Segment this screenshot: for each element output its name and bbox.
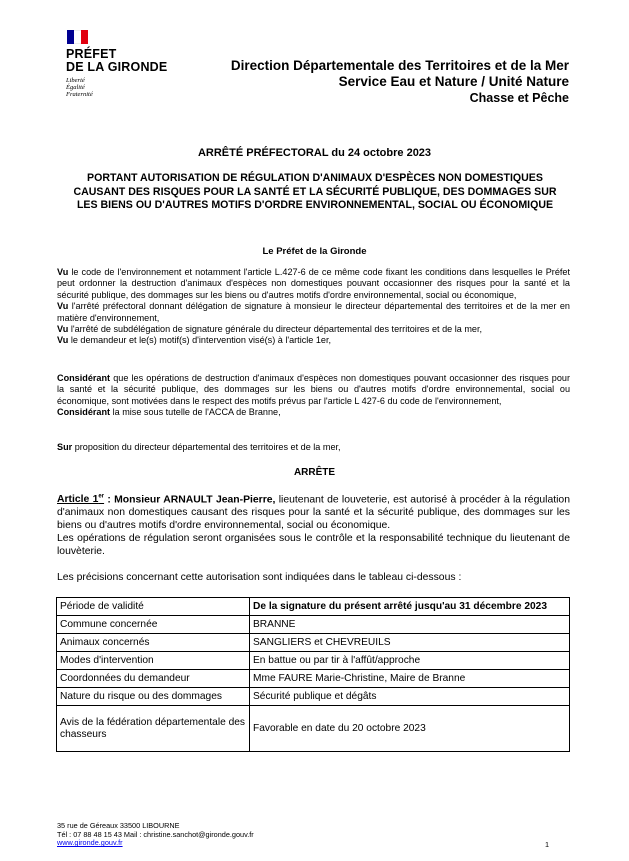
prefecture-logo bbox=[66, 30, 186, 98]
table-value: En battue ou par tir à l'affût/approche bbox=[250, 652, 570, 670]
document-title: ARRÊTÉ PRÉFECTORAL du 24 octobre 2023 bbox=[197, 147, 432, 159]
table-key: Modes d'intervention bbox=[57, 652, 250, 670]
article-1: Article 1er : Monsieur ARNAULT Jean-Pierre, lieutenant de louveterie, est autorisé à procéder à la régulation d'animaux non domestiques causant des risques pour la santé et la sécurité publique, des dommages sur les biens ou d'autres motifs d'ordre environnemental, social ou économique. Les opérations de régulation seront organisées sous le contrôle et la responsabilité technique du lieutenant de louvèterie. bbox=[57, 494, 570, 558]
sur-item: Sur proposition du directeur départemental des territoires et de la mer, bbox=[57, 442, 341, 452]
table-value: Mme FAURE Marie-Christine, Maire de Branne bbox=[250, 670, 570, 688]
table-key: Coordonnées du demandeur bbox=[57, 670, 250, 688]
vu-section bbox=[57, 267, 570, 347]
vu-item: Vu l'arrêté de subdélégation de signature générale du directeur départemental des territoires et de la mer, bbox=[57, 324, 483, 335]
article-label: Article 1er bbox=[57, 494, 105, 506]
page-number: 1 bbox=[545, 840, 550, 849]
table-row bbox=[57, 688, 570, 706]
table-value: BRANNE bbox=[250, 616, 570, 634]
table-value: Sécurité publique et dégâts bbox=[250, 688, 570, 706]
table-key: Commune concernée bbox=[57, 616, 250, 634]
sur-section bbox=[57, 442, 570, 453]
authorization-table bbox=[56, 597, 570, 752]
footer-address: 35 rue de Géreaux 33500 LIBOURNE bbox=[57, 821, 180, 830]
article-text-2: Les opérations de régulation seront organisées sous le contrôle et la responsabilité technique du lieutenant de louvèterie. bbox=[57, 533, 570, 558]
table-row bbox=[57, 616, 570, 634]
arrete-heading: ARRÊTE bbox=[293, 467, 336, 478]
vu-item: Vu le code de l'environnement et notamment l'article L.427-6 de ce même code fixant les conditions dans lesquelles le Préfet peut ordonner la destruction d'animaux d'espèces non domestiques pouvant occasionner des risques pour la santé et la sécurité publique, des dommages sur les biens ou d'autres motifs d'ordre environnemental, social ou économique, bbox=[57, 267, 570, 300]
table-key: Animaux concernés bbox=[57, 634, 250, 652]
footer bbox=[57, 822, 254, 848]
org-line-2: Service Eau et Nature / Unité Nature bbox=[338, 74, 569, 89]
motto-egalite: Égalité bbox=[66, 84, 85, 91]
footer-website-link[interactable]: www.gironde.gouv.fr bbox=[57, 838, 123, 848]
article-person: Monsieur ARNAULT Jean-Pierre, bbox=[114, 494, 276, 506]
footer-phone: Tél : 07 88 48 15 43 Mail : christine.sanchot@gironde.gouv.fr bbox=[57, 829, 254, 839]
table-value: De la signature du présent arrêté jusqu'au 31 décembre 2023 bbox=[250, 598, 570, 616]
prefet-heading: Le Préfet de la Gironde bbox=[262, 246, 367, 257]
table-value: Favorable en date du 20 octobre 2023 bbox=[250, 706, 570, 752]
table-row bbox=[57, 706, 570, 752]
motto-fraternite: Fraternité bbox=[66, 91, 93, 98]
table-row bbox=[57, 634, 570, 652]
table-row bbox=[57, 670, 570, 688]
considerant-item: Considérant que les opérations de destruction d'animaux d'espèces non domestiques pouvant occasionner des risques pour la santé et la sécurité publique, des dommages sur les biens ou d'autres motifs d'ordre environnemental, social ou économique, sont motivées dans le respect des motifs prévus par l'article L 427-6 du code de l'environnement, bbox=[57, 373, 570, 406]
table-key: Période de validité bbox=[57, 598, 250, 616]
table-key: Avis de la fédération départementale des chasseurs bbox=[57, 706, 250, 752]
french-flag-icon bbox=[67, 30, 88, 44]
prefect-name bbox=[66, 48, 186, 74]
considerant-item: Considérant la mise sous tutelle de l'ACCA de Branne, bbox=[57, 407, 281, 418]
document-object: PORTANT AUTORISATION DE RÉGULATION D'ANIMAUX D'ESPÈCES NON DOMESTIQUES CAUSANT DES RISQUES POUR LA SANTÉ ET LA SÉCURITÉ PUBLIQUE, DES DOMMAGES SUR LES BIENS OU D'AUTRES MOTIFS D'ORDRE ENVIRONNEMENTAL, SOCIAL OU ÉCONOMIQUE bbox=[73, 172, 557, 211]
republic-motto bbox=[66, 77, 186, 98]
org-line-3: Chasse et Pêche bbox=[469, 91, 569, 105]
org-line-1: Direction Départementale des Territoires et de la Mer bbox=[230, 58, 569, 73]
motto-liberte: Liberté bbox=[66, 77, 85, 84]
table-key: Nature du risque ou des dommages bbox=[57, 688, 250, 706]
table-row bbox=[57, 598, 570, 616]
table-value: SANGLIERS et CHEVREUILS bbox=[250, 634, 570, 652]
prefect-line-2: DE LA GIRONDE bbox=[66, 60, 168, 74]
considerant-section bbox=[57, 373, 570, 419]
vu-item: Vu le demandeur et le(s) motif(s) d'intervention visé(s) à l'article 1er, bbox=[57, 335, 332, 346]
prefect-line-1: PRÉFET bbox=[66, 47, 117, 61]
table-row bbox=[57, 652, 570, 670]
organization-header bbox=[231, 58, 569, 106]
vu-item: Vu l'arrêté préfectoral donnant délégation de signature à monsieur le directeur départemental des territoires et de la mer en matière d'environnement, bbox=[57, 301, 570, 323]
table-intro: Les précisions concernant cette autorisation sont indiquées dans le tableau ci-dessous : bbox=[57, 572, 462, 583]
